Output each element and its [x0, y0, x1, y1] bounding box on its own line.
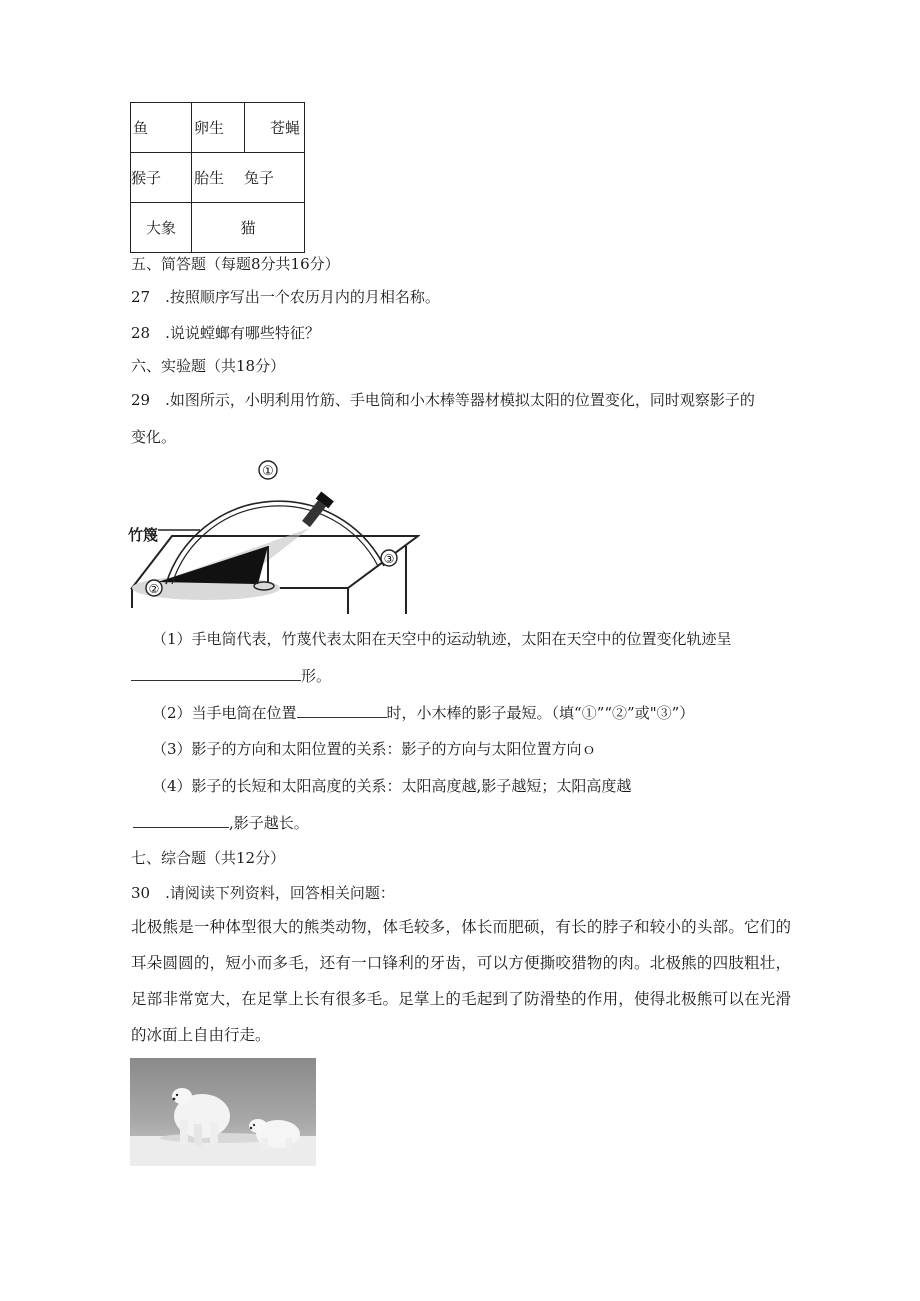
bamboo-label: 竹篾	[128, 526, 159, 544]
table-cell: 鱼	[131, 103, 192, 153]
question-29-line1: 29 .如图所示，小明利用竹筋、手电筒和小木棒等器材模拟太阳的位置变化，同时观察影子的	[131, 391, 755, 409]
question-30: 30 .请阅读下列资料，回答相关问题：	[131, 884, 395, 902]
polar-bear-image	[130, 1058, 316, 1166]
section-heading: 七、综合题（共12分）	[131, 849, 286, 867]
animal-classification-table	[130, 102, 305, 253]
answer-blank[interactable]	[297, 703, 387, 718]
subquestion-4-line2: ,影子越长。	[133, 813, 309, 833]
subquestion-4-line1: （4）影子的长短和太阳高度的关系：太阳高度越,影子越短；太阳高度越	[152, 777, 632, 795]
question-28: 28 .说说螳螂有哪些特征？	[131, 324, 320, 342]
position-marker-3-label: ③	[383, 552, 395, 566]
table-cell: 卵生	[192, 103, 245, 153]
experiment-figure	[128, 458, 420, 616]
reading-passage: 北极熊是一种体型很大的熊类动物，体毛较多，体长而肥硕，有长的脖子和较小的头部。它们的耳朵圆圆的，短小而多毛，还有一口锋利的牙齿，可以方便撕咬猎物的肉。北极熊的四肢粗壮，足部非常宽大，在足掌上长有很多毛。足掌上的毛起到了防滑垫的作用，使得北极熊可以在光滑的冰面上自由行走。	[131, 918, 791, 1044]
table-cell: 猫	[192, 203, 305, 253]
answer-blank[interactable]	[131, 666, 301, 681]
table-cell: 大象	[131, 203, 192, 253]
position-marker-2-label: ②	[148, 582, 160, 596]
section-heading: 五、简答题（每题8分共16分）	[131, 255, 340, 273]
table-cell: 苍蝇	[245, 103, 305, 153]
table-row	[131, 153, 305, 203]
subquestion-2: （2）当手电筒在位置 时，小木棒的影子最短。（填“①”“②”或"③”）	[152, 704, 695, 722]
subquestion-1-line2: 形。	[131, 666, 331, 686]
table-row	[131, 203, 305, 253]
table-cell: 猴子	[131, 153, 192, 203]
table-cell: 胎生 兔子	[192, 153, 305, 203]
flashlight-icon	[300, 491, 334, 528]
question-29-line2: 变化。	[131, 428, 177, 446]
table-row	[131, 103, 305, 153]
subquestion-1-line1: （1）手电筒代表，竹蔑代表太阳在天空中的运动轨迹，太阳在天空中的位置变化轨迹呈	[152, 630, 732, 648]
position-marker-1-label: ①	[262, 464, 274, 479]
answer-blank[interactable]	[133, 813, 229, 828]
section-heading: 六、实验题（共18分）	[131, 357, 286, 375]
question-27: 27 .按照顺序写出一个农历月内的月相名称。	[131, 288, 440, 306]
sun-path-diagram	[128, 458, 420, 616]
subquestion-3: （3）影子的方向和太阳位置的关系：影子的方向与太阳位置方向ｏ	[152, 740, 597, 758]
polar-bear-photo	[130, 1058, 316, 1166]
